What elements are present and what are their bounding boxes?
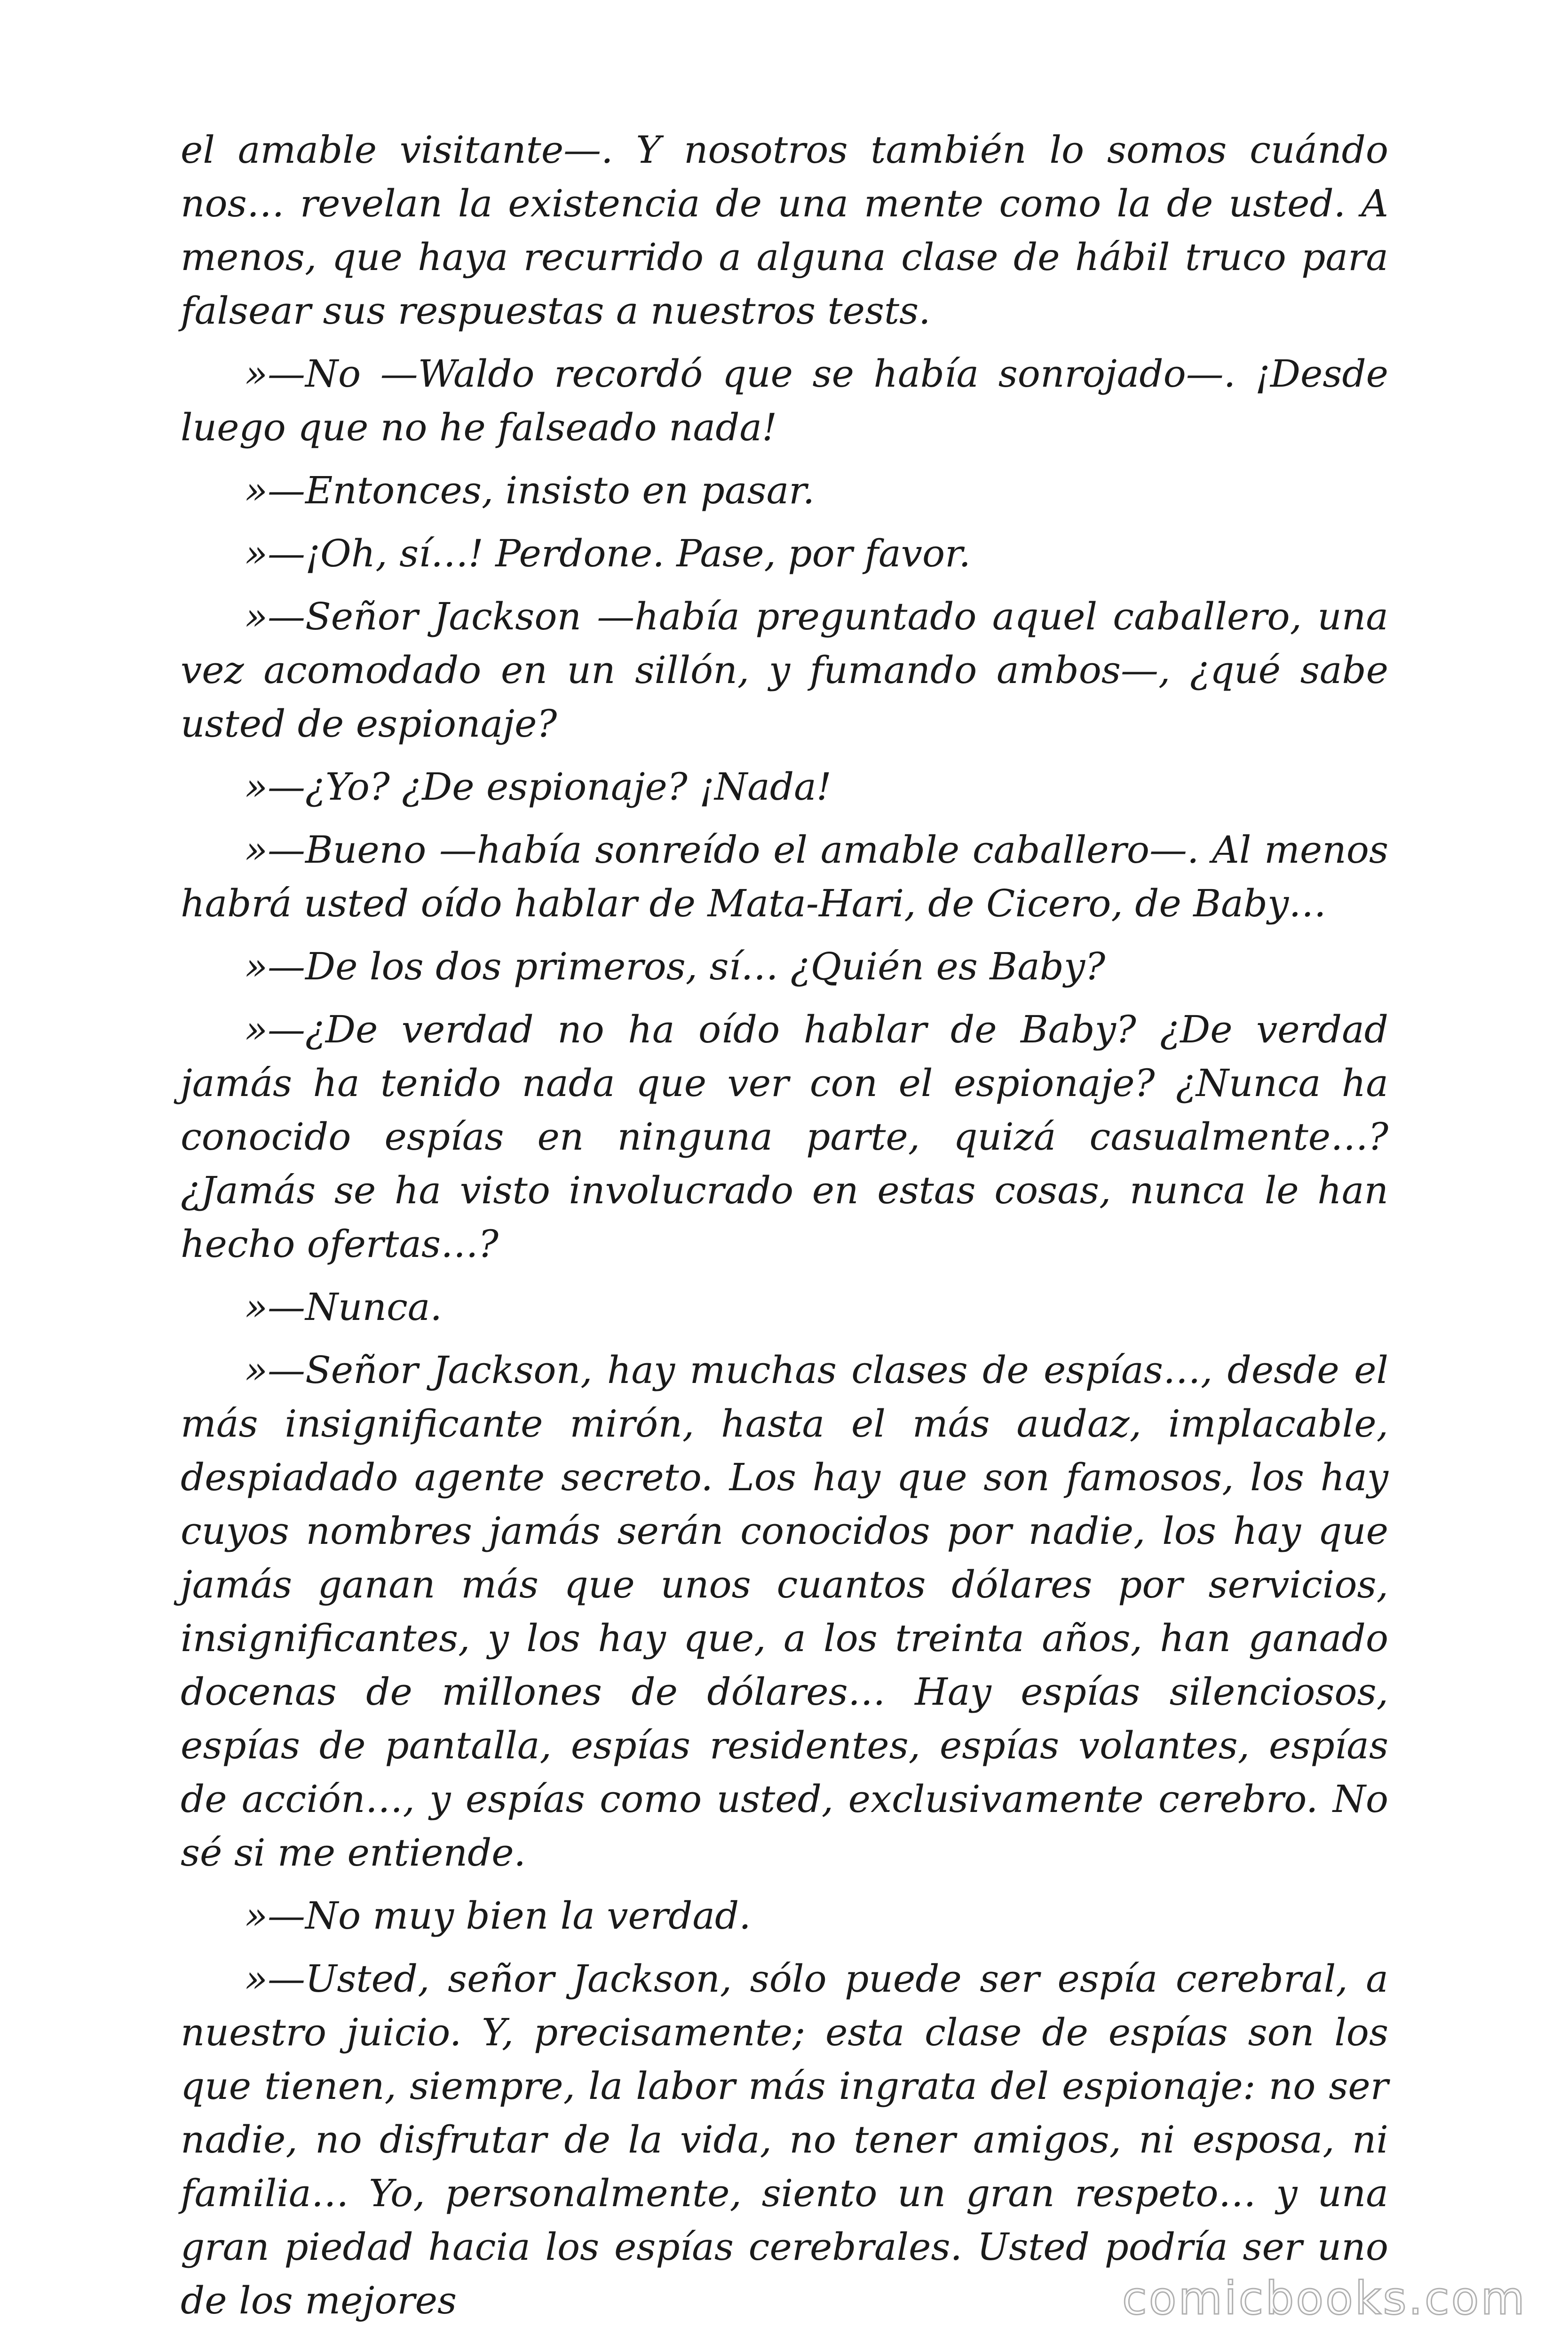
paragraph: »—Entonces, insisto en pasar. [245, 469, 815, 512]
paragraph: »—¡Oh, sí…! Perdone. Pase, por favor. [245, 532, 971, 575]
paragraph: »—Nunca. [245, 1285, 442, 1329]
page-body [181, 123, 1388, 2337]
paragraph: »—¿Yo? ¿De espionaje? ¡Nada! [245, 765, 832, 809]
paragraph: el amable visitante—. Y nosotros también lo somos cuándo nos… revelan la existencia de una mente como la de usted. A menos, que haya recurrido a alguna clase de hábil truco para falsear sus respuestas a nuestros tests. [181, 128, 1388, 333]
paragraph: »—Usted, señor Jackson, sólo puede ser espía cerebral, a nuestro juicio. Y, precisamente; esta clase de espías son los que tienen, siempre, la labor más ingrata del espionaje: no ser nadie, no disfrutar de la vida, no tener amigos, ni esposa, ni familia… Yo, personalmente, siento un gran respeto… y una gran piedad hacia los espías cerebrales. Usted podría ser uno de los mejores [181, 1957, 1388, 2322]
paragraph: »—De los dos primeros, sí… ¿Quién es Baby? [245, 945, 1106, 988]
paragraph: »—Señor Jackson, hay muchas clases de espías…, desde el más insignificante mirón, hasta el más audaz, implacable, despiadado agente secreto. Los hay que son famosos, los hay cuyos nombres jamás serán conocidos por nadie, los hay que jamás ganan más que unos cuantos dólares por servicios, insignificantes, y los hay que, a los treinta años, han ganado docenas de millones de dólares… Hay espías silenciosos, espías de pantalla, espías residentes, espías volantes, espías de acción…, y espías como usted, exclusivamente cerebro. No sé si me entiende. [181, 1348, 1388, 1875]
paragraph: »—¿De verdad no ha oído hablar de Baby? ¿De verdad jamás ha tenido nada que ver con el espionaje? ¿Nunca ha conocido espías en ninguna parte, quizá casualmente…? ¿Jamás se ha visto involucrado en estas cosas, nunca le han hecho ofertas…? [181, 1008, 1388, 1266]
paragraph: »—Bueno —había sonreído el amable caballero—. Al menos habrá usted oído hablar de Mata-Hari, de Cicero, de Baby… [181, 828, 1388, 925]
paragraph: »—No —Waldo recordó que se había sonrojado—. ¡Desde luego que no he falseado nada! [181, 352, 1388, 449]
paragraph: »—Señor Jackson —había preguntado aquel caballero, una vez acomodado en un sillón, y fumando ambos—, ¿qué sabe usted de espionaje? [181, 595, 1388, 746]
paragraph: »—No muy bien la verdad. [245, 1894, 751, 1938]
watermark: comicbooks.com [1122, 2272, 1527, 2325]
